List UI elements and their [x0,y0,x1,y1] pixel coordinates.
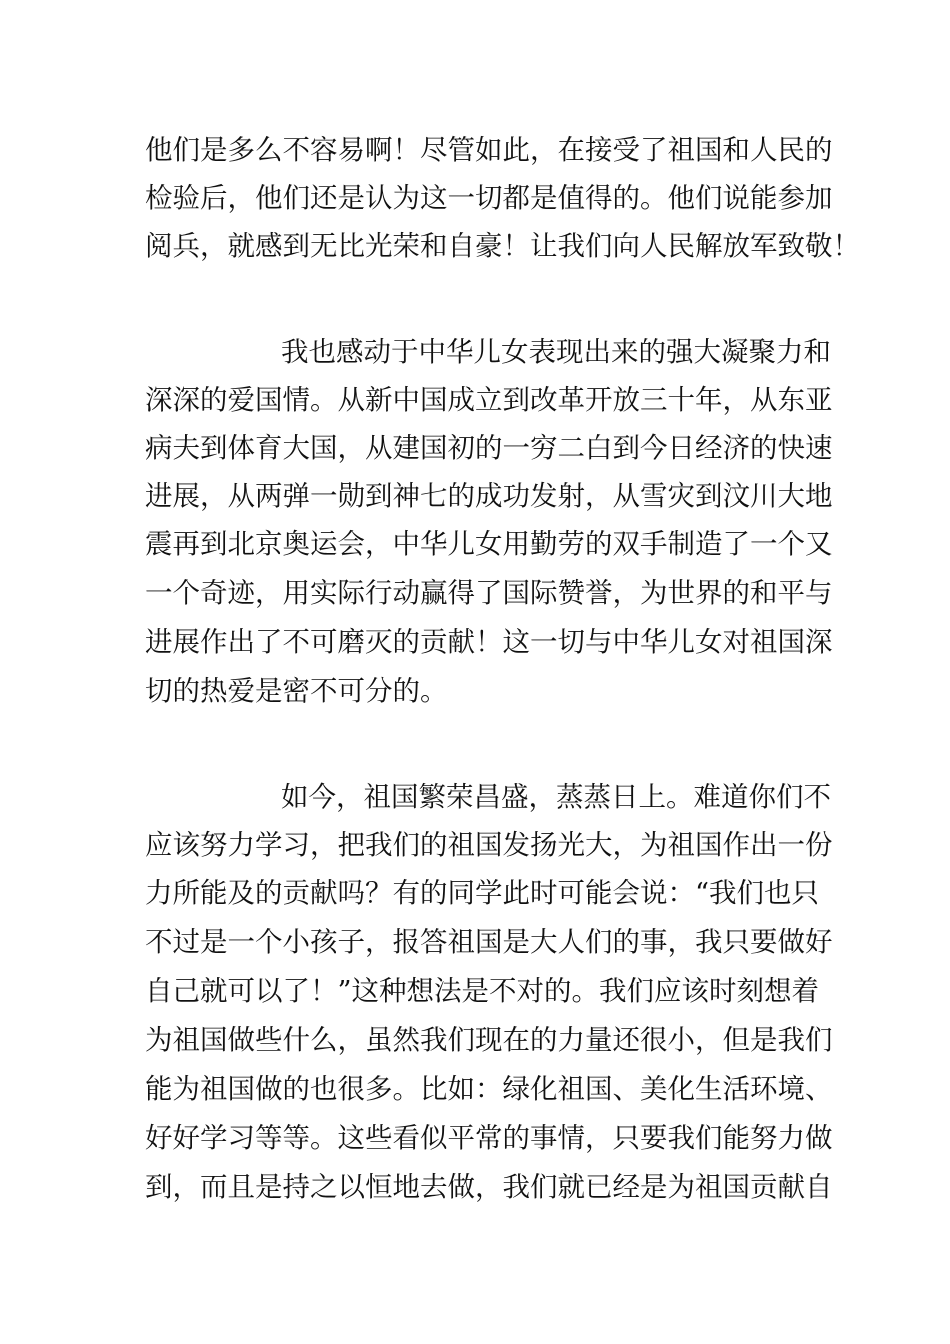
text-line: 力所能及的贡献吗？有的同学此时可能会说：“我们也只 [145,877,820,909]
text-line: 应该努力学习，把我们的祖国发扬光大，为祖国作出一份 [145,829,833,861]
text-line: 不过是一个小孩子，报答祖国是大人们的事，我只要做好 [145,926,833,958]
text-line: 我也感动于中华儿女表现出来的强大凝聚力和 [281,336,831,368]
text-line: 好好学习等等。这些看似平常的事情，只要我们能努力做 [145,1122,833,1154]
text-line: 进展，从两弹一勋到神七的成功发射，从雪灾到汶川大地 [145,480,833,512]
text-line: 他们是多么不容易啊！尽管如此，在接受了祖国和人民的 [145,134,833,166]
text-line: 切的热爱是密不可分的。 [145,675,448,707]
text-line: 如今，祖国繁荣昌盛，蒸蒸日上。难道你们不 [281,781,831,813]
text-line: 能为祖国做的也很多。比如：绿化祖国、美化生活环境、 [145,1073,833,1105]
text-line: 检验后，他们还是认为这一切都是值得的。他们说能参加 [145,182,833,214]
text-line: 一个奇迹，用实际行动赢得了国际赞誉，为世界的和平与 [145,577,833,609]
text-line: 深深的爱国情。从新中国成立到改革开放三十年，从东亚 [145,384,833,416]
text-line: 为祖国做些什么，虽然我们现在的力量还很小，但是我们 [145,1024,833,1056]
text-line: 到，而且是持之以恒地去做，我们就已经是为祖国贡献自 [145,1171,833,1203]
text-line: 震再到北京奥运会，中华儿女用勤劳的双手制造了一个又 [145,528,833,560]
text-line: 自己就可以了！”这种想法是不对的。我们应该时刻想着 [145,975,820,1007]
text-line: 病夫到体育大国，从建国初的一穷二白到今日经济的快速 [145,432,833,464]
text-line: 进展作出了不可磨灭的贡献！这一切与中华儿女对祖国深 [145,626,833,658]
text-line: 阅兵，就感到无比光荣和自豪！让我们向人民解放军致敬！ [145,230,860,262]
